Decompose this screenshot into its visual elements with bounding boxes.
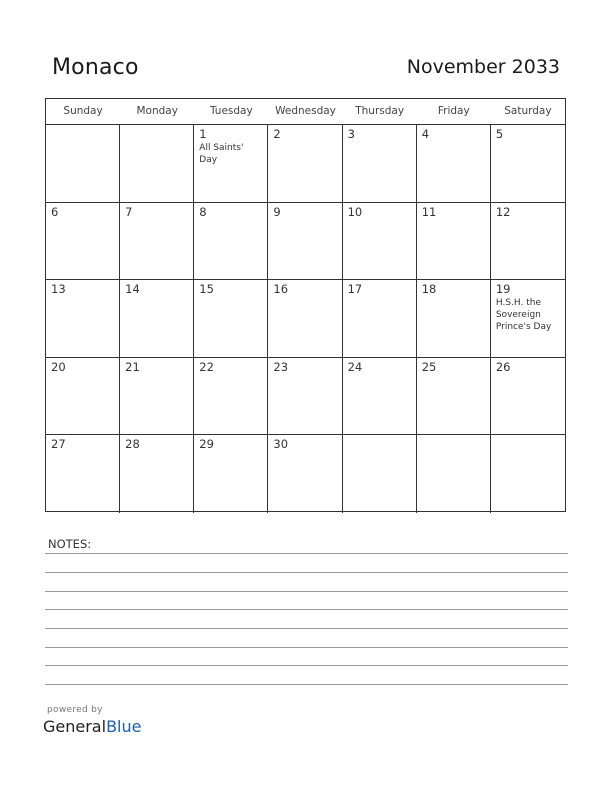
notes-line [45, 665, 568, 666]
notes-line [45, 572, 568, 573]
notes-label: NOTES: [48, 537, 92, 551]
day-cell [491, 280, 565, 358]
day-number: 27 [51, 437, 66, 452]
generalblue-logo [43, 717, 141, 736]
notes-line [45, 628, 568, 629]
day-cell [46, 280, 120, 358]
day-cell [194, 435, 268, 513]
day-cell [120, 125, 194, 203]
notes-line [45, 591, 568, 592]
day-cell [343, 280, 417, 358]
logo-text-blue: Blue [106, 717, 142, 736]
day-number: 22 [199, 359, 214, 374]
day-number: 29 [199, 437, 214, 452]
day-number: 12 [495, 204, 511, 219]
weekday-header: Saturday [504, 105, 552, 117]
notes-line [45, 684, 568, 685]
day-cell [343, 203, 417, 281]
day-number: 6 [51, 204, 59, 219]
day-number: 24 [347, 359, 363, 374]
day-number: 1 [199, 127, 207, 141]
day-number: 3 [347, 127, 355, 141]
day-number: 18 [421, 282, 437, 297]
day-cell [194, 203, 268, 281]
logo-text-general: General [43, 717, 107, 736]
day-number: 4 [421, 127, 430, 141]
day-cell [268, 125, 342, 203]
notes-line [45, 553, 568, 554]
powered-by-text: powered by [47, 705, 103, 715]
weekday-header: Friday [437, 105, 470, 117]
day-cell [120, 358, 194, 436]
day-cell [120, 435, 194, 513]
notes-line [45, 647, 568, 648]
day-number: 15 [199, 282, 214, 297]
calendar-country-title: Monaco [52, 55, 139, 80]
day-number: 5 [495, 127, 504, 141]
weekday-header: Thursday [355, 105, 405, 117]
day-grid [46, 125, 565, 513]
day-number: 21 [125, 359, 140, 374]
day-number: 11 [421, 204, 437, 219]
day-cell [417, 125, 491, 203]
day-cell [46, 435, 120, 513]
day-cell [343, 435, 417, 513]
day-cell [194, 280, 268, 358]
day-cell [491, 203, 565, 281]
day-number: 2 [273, 127, 281, 141]
weekday-header: Sunday [63, 105, 103, 117]
calendar-month-title: November 2033 [406, 56, 560, 78]
day-cell [417, 435, 491, 513]
day-cell [417, 280, 491, 358]
day-cell [491, 435, 565, 513]
weekday-header-row [46, 99, 565, 125]
day-number: 7 [125, 204, 133, 219]
day-number: 8 [199, 204, 207, 219]
day-cell [120, 280, 194, 358]
day-cell [268, 435, 342, 513]
weekday-header: Monday [136, 105, 178, 117]
day-number: 25 [421, 359, 437, 374]
day-cell [268, 358, 342, 436]
day-cell [343, 125, 417, 203]
day-number: 30 [273, 437, 289, 452]
day-cell [194, 125, 268, 203]
day-number: 9 [273, 204, 281, 219]
day-cell [46, 203, 120, 281]
day-number: 26 [495, 359, 511, 374]
day-number: 20 [51, 359, 66, 374]
calendar-grid [45, 98, 566, 512]
day-cell [417, 358, 491, 436]
day-cell [343, 358, 417, 436]
day-number: 28 [125, 437, 140, 452]
day-cell [491, 125, 565, 203]
day-number: 13 [51, 282, 66, 297]
weekday-header: Wednesday [275, 105, 336, 117]
day-number: 10 [347, 204, 363, 219]
day-number: 19 [495, 282, 511, 297]
day-number: 14 [125, 282, 140, 297]
day-number: 17 [347, 282, 363, 297]
day-cell [194, 358, 268, 436]
day-cell [46, 125, 120, 203]
day-number: 16 [273, 282, 289, 297]
holiday-label: H.S.H. the Sovereign Prince's Day [495, 298, 552, 333]
day-cell [491, 358, 565, 436]
day-cell [268, 203, 342, 281]
day-cell [268, 280, 342, 358]
day-cell [120, 203, 194, 281]
holiday-label: All Saints' Day [199, 143, 244, 165]
day-cell [46, 358, 120, 436]
notes-line [45, 609, 568, 610]
day-cell [417, 203, 491, 281]
weekday-header: Tuesday [209, 105, 253, 117]
day-number: 23 [273, 359, 289, 374]
